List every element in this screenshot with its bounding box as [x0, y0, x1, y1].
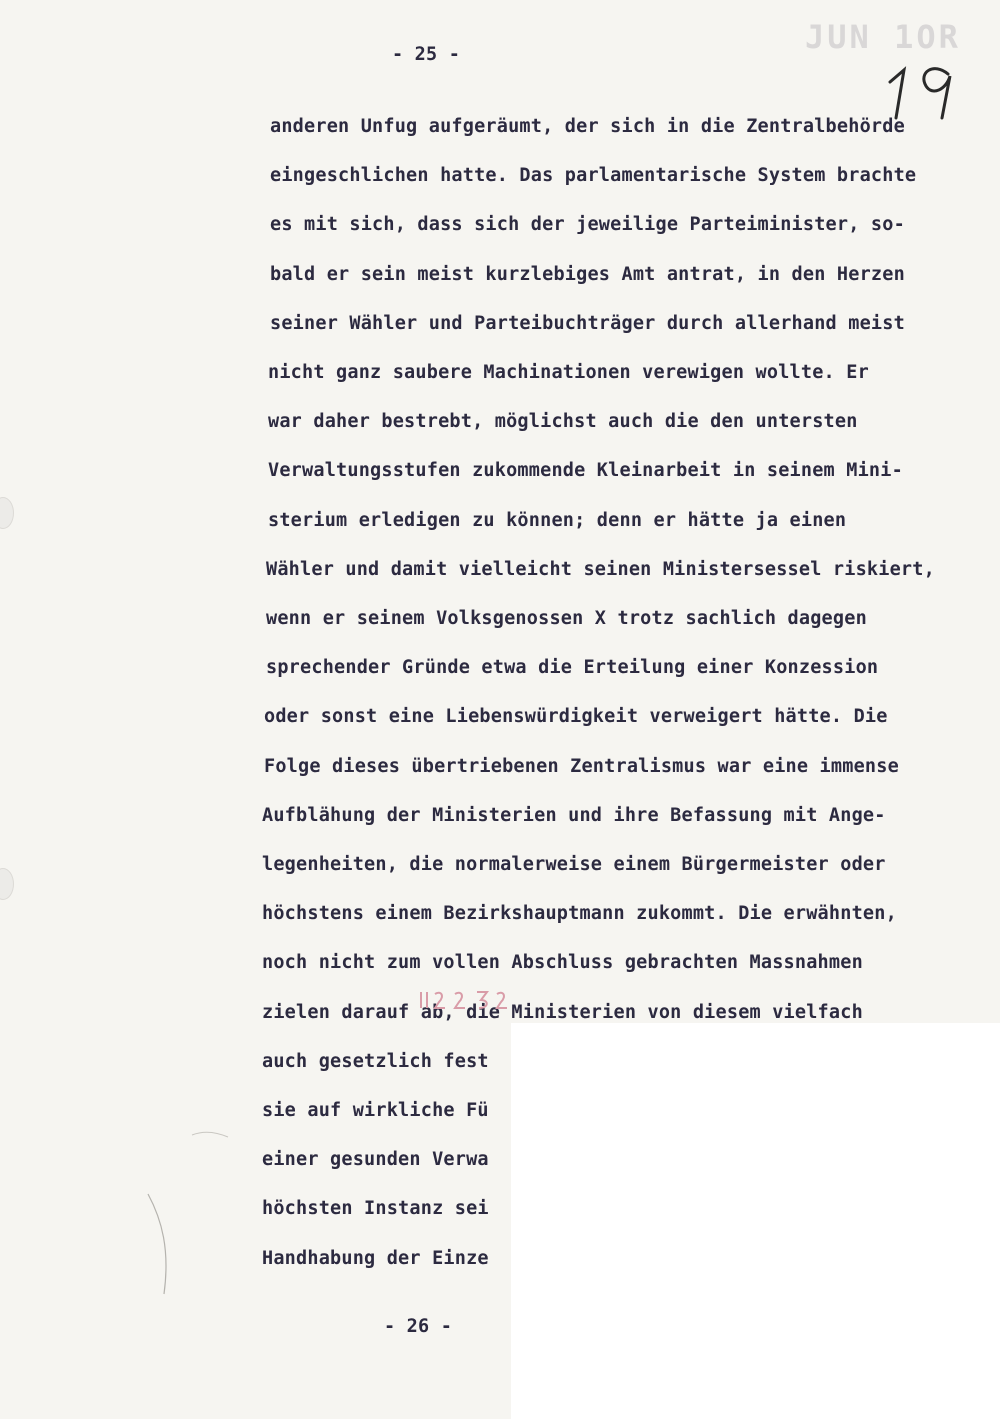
- red-stamp-mark: [415, 986, 525, 1014]
- text-line: legenheiten, die normalerweise einem Bürgermeister oder: [262, 854, 886, 875]
- text-line: wenn er seinem Volksgenossen X trotz sachlich dagegen: [266, 608, 867, 629]
- text-line: noch nicht zum vollen Abschluss gebrachten Massnahmen: [262, 952, 863, 973]
- text-line: Handhabung der Einze: [262, 1248, 489, 1269]
- pencil-mark: [190, 1125, 230, 1145]
- faint-stamp: JUN 1OR: [805, 18, 961, 56]
- text-line: Verwaltungsstufen zukommende Kleinarbeit in seinem Mini-: [268, 460, 903, 481]
- page-number-top: - 25 -: [392, 44, 461, 65]
- text-line: Folge dieses übertriebenen Zentralismus war eine immense: [264, 756, 899, 777]
- text-line: sprechender Gründe etwa die Erteilung einer Konzession: [266, 657, 879, 678]
- text-line: oder sonst eine Liebenswürdigkeit verweigert hätte. Die: [264, 706, 888, 727]
- blank-cover-area: [511, 1023, 1000, 1419]
- text-line: nicht ganz saubere Machinationen verewigen wollte. Er: [268, 362, 869, 383]
- text-line: höchsten Instanz sei: [262, 1198, 489, 1219]
- text-line: auch gesetzlich fest: [262, 1051, 489, 1072]
- punch-hole: [0, 497, 14, 529]
- text-line: Wähler und damit vielleicht seinen Ministersessel riskiert,: [266, 559, 935, 580]
- text-line: es mit sich, dass sich der jeweilige Parteiminister, so-: [270, 214, 905, 235]
- text-line: war daher bestrebt, möglichst auch die den untersten: [268, 411, 858, 432]
- text-line: eingeschlichen hatte. Das parlamentarische System brachte: [270, 165, 917, 186]
- text-line: anderen Unfug aufgeräumt, der sich in die Zentralbehörde: [270, 116, 905, 137]
- text-line: bald er sein meist kurzlebiges Amt antrat, in den Herzen: [270, 264, 905, 285]
- punch-hole: [0, 868, 14, 900]
- text-line: seiner Wähler und Parteibuchträger durch allerhand meist: [270, 313, 905, 334]
- text-line: Aufblähung der Ministerien und ihre Befassung mit Ange-: [262, 805, 886, 826]
- text-line: höchstens einem Bezirkshauptmann zukommt. Die erwähnten,: [262, 903, 897, 924]
- pencil-mark: [140, 1190, 180, 1300]
- text-line: zielen darauf ab, die Ministerien von diesem vielfach: [262, 1002, 863, 1023]
- text-line: einer gesunden Verwa: [262, 1149, 489, 1170]
- page-number-bottom: - 26 -: [384, 1316, 453, 1337]
- handwritten-folio-number: [878, 52, 968, 122]
- text-line: sterium erledigen zu können; denn er hätte ja einen: [268, 510, 847, 531]
- text-line: sie auf wirkliche Fü: [262, 1100, 489, 1121]
